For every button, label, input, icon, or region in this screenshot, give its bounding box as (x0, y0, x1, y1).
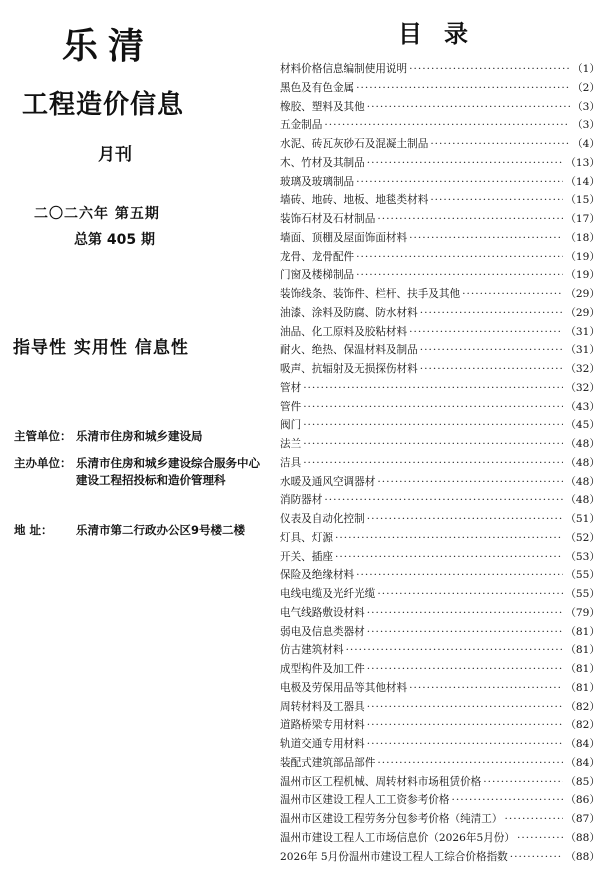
toc-entry-label: 墙砖、地砖、地板、地毯类材料 (280, 194, 429, 207)
toc-entry-label: 2026年 5月份温州市建设工程人工综合价格指数 (280, 850, 508, 863)
toc-leader-dots (377, 757, 563, 769)
toc-entry[interactable] (280, 267, 600, 286)
toc-entry-label: 电线电缆及光纤光缆 (280, 588, 376, 600)
toc-entry-label: 管件 (280, 400, 302, 413)
toc-leader-dots (367, 157, 564, 169)
toc-entry-page: （31） (565, 325, 600, 338)
toc-entry-label: 阀门 (280, 419, 302, 432)
toc-entry-page: （32） (565, 363, 600, 375)
toc-entry[interactable] (280, 792, 600, 811)
toc-entry-label: 保险及绝缘材料 (280, 569, 355, 582)
toc-entry-page: （43） (565, 400, 600, 413)
toc-entry-page: （19） (565, 250, 600, 263)
issue-number: 二〇二六年 第五期 (34, 206, 160, 222)
supervisor-value: 乐清市住房和城乡建设局 (76, 429, 203, 443)
toc-leader-dots (504, 813, 563, 825)
toc-entry-label: 温州市区工程机械、周转材料市场租赁价格 (280, 775, 482, 788)
publication-title: 工程造价信息 (22, 90, 185, 120)
toc-entry-label: 木、竹材及其制品 (280, 156, 365, 169)
toc-entry-label: 温州市区建设工程人工工资参考价格 (280, 794, 450, 807)
toc-entry-label: 洁具 (280, 456, 302, 469)
toc-entry-label: 玻璃及玻璃制品 (280, 175, 355, 188)
toc-list (280, 61, 600, 867)
toc-entry-page: （45） (565, 419, 600, 432)
toc-entry-page: （84） (565, 738, 600, 750)
toc-leader-dots (367, 738, 564, 750)
toc-entry[interactable] (280, 417, 600, 436)
toc-leader-dots (303, 457, 563, 469)
toc-leader-dots (409, 232, 563, 244)
toc-entry[interactable] (280, 661, 600, 680)
toc-entry-page: （82） (565, 719, 600, 732)
toc-leader-dots (335, 551, 563, 563)
toc-entry-page: （17） (565, 213, 600, 225)
toc-entry[interactable] (280, 192, 600, 211)
toc-leader-dots (356, 251, 563, 263)
toc-entry-page: （48） (565, 494, 600, 507)
toc-leader-dots (452, 794, 564, 806)
toc-entry[interactable] (280, 136, 600, 155)
toc-entry-page: （53） (565, 550, 600, 563)
toc-leader-dots (367, 719, 564, 731)
toc-entry[interactable] (280, 736, 600, 755)
toc-leader-dots (420, 307, 564, 319)
toc-entry[interactable] (280, 567, 600, 586)
toc-entry-label: 水泥、砖瓦灰砂石及混凝土制品 (280, 138, 429, 150)
toc-entry[interactable] (280, 61, 600, 80)
toc-leader-dots (510, 851, 564, 863)
toc-entry-page: （81） (565, 644, 600, 657)
toc-entry-page: （48） (565, 456, 600, 469)
toc-leader-dots (303, 419, 563, 431)
toc-entry-label: 门窗及楼梯制品 (280, 269, 355, 282)
toc-entry[interactable] (280, 811, 600, 830)
toc-leader-dots (377, 588, 563, 600)
toc-leader-dots (356, 82, 570, 94)
toc-entry-page: （86） (565, 794, 600, 807)
toc-entry-label: 龙骨、龙骨配件 (280, 250, 355, 263)
toc-entry-label: 装饰石材及石材制品 (280, 213, 376, 225)
slogan: 指导性 实用性 信息性 (13, 338, 189, 358)
toc-leader-dots (483, 776, 563, 788)
toc-entry-label: 材料价格信息编制使用说明 (280, 63, 408, 75)
toc-entry-label: 弱电及信息类器材 (280, 625, 365, 638)
toc-entry-label: 周转材料及工器具 (280, 700, 365, 713)
toc-entry-page: （32） (565, 381, 600, 394)
toc-leader-dots (324, 494, 563, 506)
toc-leader-dots (430, 194, 563, 206)
toc-entry-page: （85） (565, 775, 600, 788)
toc-entry-page: （14） (565, 175, 600, 188)
toc-entry[interactable] (280, 642, 600, 661)
toc-entry-label: 吸声、抗辐射及无损探伤材料 (280, 363, 418, 375)
toc-entry-page: （31） (565, 344, 600, 357)
toc-entry[interactable] (280, 436, 600, 455)
toc-entry-label: 电极及劳保用品等其他材料 (280, 681, 408, 694)
toc-leader-dots (377, 213, 563, 225)
toc-entry-label: 耐火、绝热、保温材料及制品 (280, 344, 418, 357)
toc-entry[interactable] (280, 324, 600, 343)
city-title: 乐清 (62, 26, 155, 67)
toc-entry-label: 五金制品 (280, 119, 323, 132)
toc-entry-page: （88） (565, 850, 600, 863)
toc-entry[interactable] (280, 455, 600, 474)
toc-leader-dots (303, 382, 563, 394)
toc-entry-page: （79） (565, 606, 600, 619)
toc-entry-page: （48） (565, 438, 600, 450)
toc-entry-label: 油品、化工原料及胶粘材料 (280, 325, 408, 338)
toc-title: 目录 (398, 19, 490, 48)
toc-entry[interactable] (280, 211, 600, 230)
toc-leader-dots (367, 101, 570, 113)
toc-entry-page: （87） (565, 813, 600, 825)
toc-entry[interactable] (280, 230, 600, 249)
toc-entry-label: 灯具、灯源 (280, 531, 333, 544)
toc-entry-page: （3） (572, 119, 600, 132)
toc-entry-page: （88） (565, 831, 600, 844)
toc-entry[interactable] (280, 174, 600, 193)
toc-entry-label: 温州市建设工程人工市场信息价（2026年5月份） (280, 831, 515, 844)
toc-leader-dots (356, 176, 563, 188)
toc-entry-page: （82） (565, 700, 600, 713)
toc-entry-page: （19） (565, 269, 600, 282)
toc-entry-label: 轨道交通专用材料 (280, 738, 365, 750)
toc-leader-dots (356, 569, 563, 581)
toc-entry-page: （18） (565, 231, 600, 244)
toc-entry[interactable] (280, 530, 600, 549)
toc-entry[interactable] (280, 755, 600, 774)
toc-entry[interactable] (280, 605, 600, 624)
toc-entry[interactable] (280, 680, 600, 699)
toc-entry-label: 橡胶、塑料及其他 (280, 100, 365, 113)
toc-entry-page: （81） (565, 681, 600, 694)
toc-entry[interactable] (280, 399, 600, 418)
toc-leader-dots (367, 513, 564, 525)
toc-entry[interactable] (280, 624, 600, 643)
toc-entry[interactable] (280, 342, 600, 361)
toc-leader-dots (420, 363, 564, 375)
toc-entry-page: （55） (565, 588, 600, 600)
address-value: 乐清市第二行政办公区9号楼二楼 (76, 523, 245, 537)
toc-entry[interactable] (280, 549, 600, 568)
toc-entry-page: （29） (565, 288, 600, 300)
toc-leader-dots (420, 344, 564, 356)
toc-entry-label: 开关、插座 (280, 550, 333, 563)
cover-panel (0, 0, 275, 887)
sponsor-label: 主办单位： (14, 456, 72, 470)
toc-leader-dots (324, 119, 570, 131)
toc-entry-page: （81） (565, 663, 600, 675)
toc-leader-dots (517, 832, 563, 844)
toc-entry[interactable] (280, 830, 600, 849)
toc-entry[interactable] (280, 849, 600, 868)
frequency-label: 月刊 (98, 145, 132, 165)
toc-leader-dots (335, 532, 563, 544)
address-label: 地 址： (14, 523, 53, 537)
toc-leader-dots (367, 607, 564, 619)
toc-entry-page: （84） (565, 756, 600, 769)
toc-entry-label: 成型构件及加工件 (280, 663, 365, 675)
toc-entry-label: 法兰 (280, 438, 302, 450)
toc-leader-dots (356, 269, 563, 281)
toc-entry[interactable] (280, 99, 600, 118)
toc-entry-label: 仪表及自动化控制 (280, 513, 365, 525)
toc-entry[interactable] (280, 361, 600, 380)
toc-entry[interactable] (280, 586, 600, 605)
toc-entry-page: （29） (565, 306, 600, 319)
toc-entry-page: （52） (565, 531, 600, 544)
toc-entry-page: （48） (565, 475, 600, 488)
toc-leader-dots (377, 476, 563, 488)
toc-entry-label: 电气线路敷设材料 (280, 606, 365, 619)
toc-entry-label: 装配式建筑部品部件 (280, 756, 376, 769)
toc-entry-label: 道路桥梁专用材料 (280, 719, 365, 732)
toc-entry-page: （4） (572, 138, 600, 150)
toc-entry[interactable] (280, 117, 600, 136)
toc-entry[interactable] (280, 511, 600, 530)
toc-entry-page: （15） (565, 194, 600, 207)
toc-leader-dots (303, 401, 563, 413)
sponsor-value-line2: 建设工程招投标和造价管理科 (76, 473, 226, 487)
toc-entry-label: 水暖及通风空调器材 (280, 475, 376, 488)
toc-entry[interactable] (280, 774, 600, 793)
toc-entry-label: 仿古建筑材料 (280, 644, 344, 657)
toc-entry-label: 黑色及有色金属 (280, 81, 355, 94)
toc-entry[interactable] (280, 492, 600, 511)
toc-entry-label: 温州市区建设工程劳务分包参考价格（纯清工） (280, 813, 503, 825)
toc-leader-dots (367, 701, 564, 713)
toc-entry[interactable] (280, 249, 600, 268)
supervisor-label: 主管单位： (14, 429, 72, 443)
toc-entry[interactable] (280, 155, 600, 174)
toc-entry-page: （2） (572, 81, 600, 94)
toc-entry-page: （81） (565, 625, 600, 638)
toc-leader-dots (430, 138, 570, 150)
toc-entry-page: （51） (565, 513, 600, 525)
toc-entry[interactable] (280, 286, 600, 305)
toc-entry-label: 管材 (280, 381, 302, 394)
toc-entry-page: （3） (572, 100, 600, 113)
toc-entry-label: 装饰线条、装饰件、栏杆、扶手及其他 (280, 288, 461, 300)
toc-leader-dots (409, 326, 563, 338)
toc-entry[interactable] (280, 699, 600, 718)
toc-entry-page: （1） (572, 63, 600, 75)
toc-entry[interactable] (280, 305, 600, 324)
toc-entry[interactable] (280, 80, 600, 99)
toc-leader-dots (409, 682, 563, 694)
toc-leader-dots (367, 663, 564, 675)
sponsor-value-line1: 乐清市住房和城乡建设综合服务中心 (76, 456, 260, 470)
toc-entry-page: （13） (565, 156, 600, 169)
toc-entry-label: 油漆、涂料及防腐、防水材料 (280, 306, 418, 319)
toc-entry[interactable] (280, 474, 600, 493)
toc-entry[interactable] (280, 717, 600, 736)
toc-leader-dots (462, 288, 563, 300)
toc-leader-dots (367, 626, 564, 638)
toc-leader-dots (409, 63, 570, 75)
toc-entry-label: 墙面、顶棚及屋面饰面材料 (280, 231, 408, 244)
toc-entry-page: （55） (565, 569, 600, 582)
toc-leader-dots (346, 644, 564, 656)
toc-entry[interactable] (280, 380, 600, 399)
toc-leader-dots (303, 438, 563, 450)
toc-entry-label: 消防器材 (280, 494, 323, 507)
total-issue-number: 总第 405 期 (74, 232, 155, 248)
